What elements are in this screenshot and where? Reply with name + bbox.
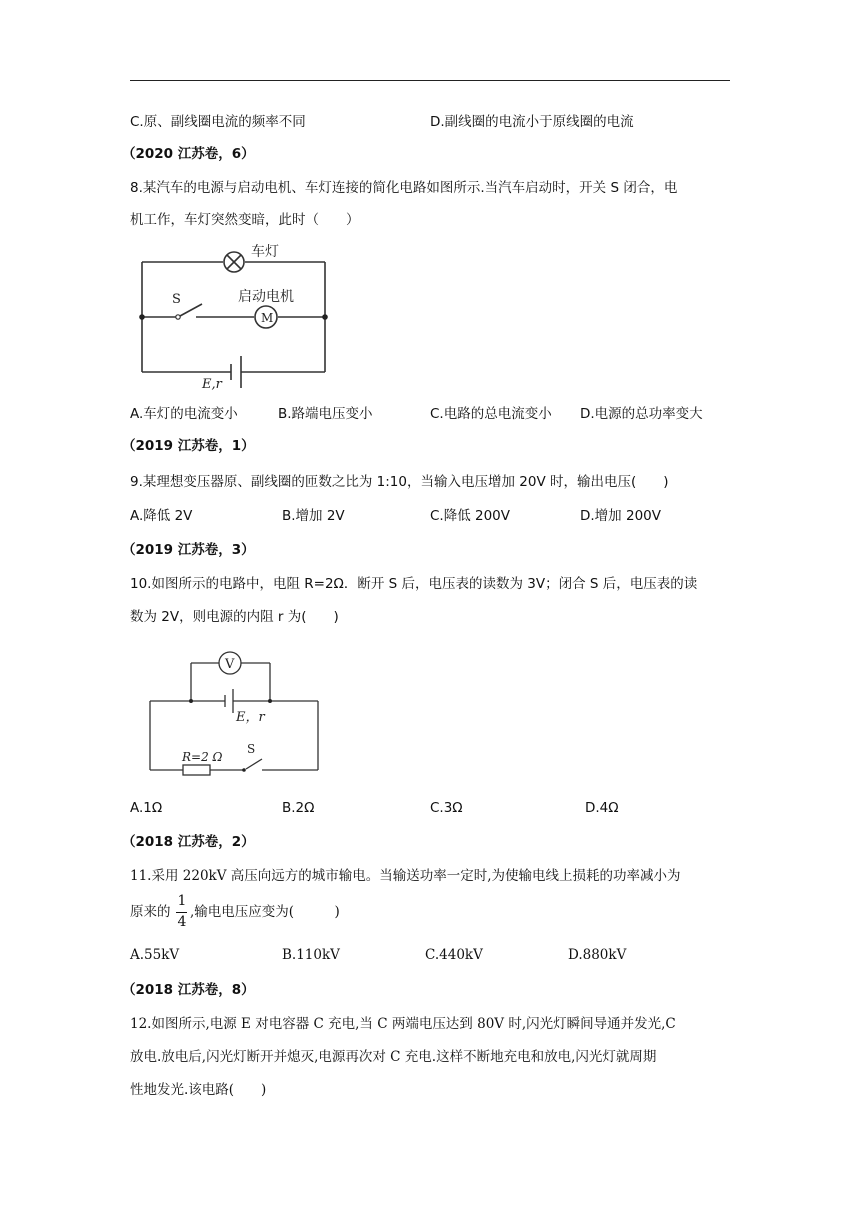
q11-fraction-numerator: 1 [177,893,187,909]
q10-voltmeter-symbol: V [225,657,235,672]
q8-option-c: C.电路的总电流变小 [430,406,552,422]
q11-fraction-bar [176,912,187,913]
q12-stem-line1: 12.如图所示,电源 E 对电容器 C 充电,当 C 两端电压达到 80V 时,闪光灯瞬间导通并发光,C [130,1016,676,1032]
q8-lamp-label: 车灯 [251,244,279,260]
q8-option-a: A.车灯的电流变小 [130,406,238,422]
q11-fraction-denominator: 4 [177,914,187,930]
header-rule [130,80,730,81]
q10-source-label: E，r [236,710,265,725]
q10-option-b: B.2Ω [282,800,315,816]
q10-option-d: D.4Ω [585,800,619,816]
q11-option-c: C.440kV [425,947,483,963]
q11-source: （2018 江苏卷，8） [122,982,255,998]
q7-option-c: C.原、副线圈电流的频率不同 [130,114,306,130]
q10-switch-label: S [247,742,256,756]
q11-option-b: B.110kV [282,947,340,963]
q8-motor-symbol: M [261,311,274,325]
q12-stem-line3: 性地发光.该电路( ) [130,1082,267,1098]
q7-option-d: D.副线圈的电流小于原线圈的电流 [430,114,634,130]
q10-source: （2018 江苏卷，2） [122,834,255,850]
q9-option-d: D.增加 200V [580,508,661,524]
q8-stem-line2: 机工作，车灯突然变暗，此时（ ） [130,212,360,228]
q8-switch-label: S [172,292,181,307]
q7-source: （2020 江苏卷，6） [122,146,255,162]
q10-option-a: A.1Ω [130,800,163,816]
q11-stem-line2-suffix: ,输电电压应变为( ) [190,904,340,920]
q11-option-d: D.880kV [568,947,627,963]
q8-source-label: E,r [202,377,222,392]
q8-option-b: B.路端电压变小 [278,406,373,422]
q9-source: （2019 江苏卷，3） [122,542,255,558]
q11-stem-line1: 11.采用 220kV 高压向远方的城市输电。当输送功率一定时,为使输电线上损耗的功率减小为 [130,868,681,884]
q12-stem-line2: 放电.放电后,闪光灯断开并熄灭,电源再次对 C 充电.这样不断地充电和放电,闪光灯就周期 [130,1049,657,1065]
q8-source: （2019 江苏卷，1） [122,438,255,454]
q10-resistor-label: R=2 Ω [182,750,223,764]
q8-stem-line1: 8.某汽车的电源与启动电机、车灯连接的简化电路如图所示.当汽车启动时，开关 S 闭合，电 [130,180,678,196]
q10-stem-line1: 10.如图所示的电路中，电阻 R=2Ω．断开 S 后，电压表的读数为 3V；闭合 S 后，电压表的读 [130,576,698,592]
q11-stem-line2-prefix: 原来的 [130,904,171,920]
q9-option-c: C.降低 200V [430,508,511,524]
q9-stem-line1: 9.某理想变压器原、副线圈的匝数之比为 1:10，当输入电压增加 20V 时，输出电压( ) [130,474,669,490]
q8-option-d: D.电源的总功率变大 [580,406,703,422]
q8-circuit-figure [130,240,340,400]
q10-stem-line2: 数为 2V，则电源的内阻 r 为( ) [130,609,339,625]
q10-circuit-figure [140,645,330,780]
q8-motor-label: 启动电机 [238,289,294,305]
q9-option-a: A.降低 2V [130,508,193,524]
q9-option-b: B.增加 2V [282,508,345,524]
q11-option-a: A.55kV [130,947,180,963]
q10-option-c: C.3Ω [430,800,463,816]
